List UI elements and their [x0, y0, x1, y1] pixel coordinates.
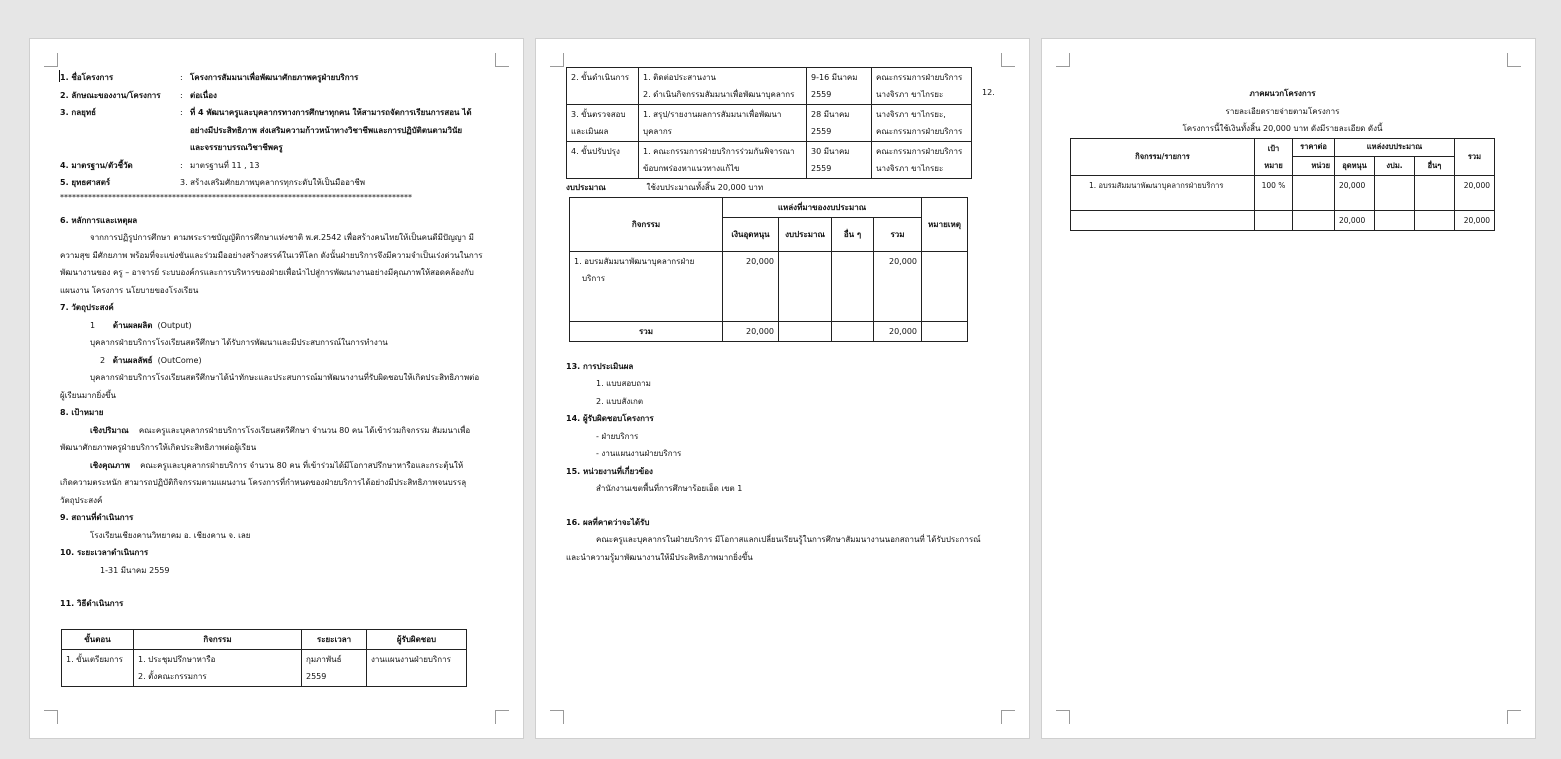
section-heading: 6. หลักการและเหตุผล [60, 215, 138, 225]
paragraph: สำนักงานเขตพื้นที่การศึกษาร้อยเอ็ด เขต 1 [596, 484, 743, 493]
list-item: - งานแผนงานฝ่ายบริการ [596, 449, 682, 458]
field-value: มาตรฐานที่ 11 , 13 [190, 160, 260, 170]
page-2-content[interactable] [566, 67, 999, 566]
table-header: อุดหนุน [1335, 157, 1375, 176]
table-header: เงินอุดหนุน [723, 217, 779, 251]
project-name-row: 1. ชื่อโครงการ : โครงการสัมมนาเพื่อพัฒนาศักยภาพครูฝ่ายบริการ [60, 69, 493, 87]
crop-mark [1507, 710, 1521, 724]
crop-mark [1001, 53, 1015, 67]
table-header: กิจกรรม [134, 629, 302, 649]
table-header: อื่นๆ [1415, 157, 1455, 176]
crop-mark [44, 710, 58, 724]
expense-table [1070, 138, 1495, 231]
table-header: ราคาต่อ [1293, 138, 1335, 157]
field-label: 4. มาตรฐาน/ตัวชี้วัด [60, 160, 133, 170]
paragraph: เกิดความตระหนัก สามารถปฏิบัติกิจกรรมตามแผนงาน โครงการที่กำหนดของฝ่ายบริการได้อย่างมีประสิทธิภาพจนบรรลุ [60, 478, 467, 487]
paragraph: โรงเรียนเชียงคานวิทยาคม อ. เชียงคาน จ. เลย [90, 530, 251, 540]
crop-mark [1056, 710, 1070, 724]
page-1-content[interactable] [60, 69, 493, 687]
paragraph: ความสุข มีศักยภาพ พร้อมที่จะแข่งขันและร่วมมืออย่างสร้างสรรค์ในเวทีโลก ดังนั้นฝ่ายบริการจึงมีความจำเป็นเร่งด่วนในการ [60, 250, 483, 260]
table-header: งปม. [1375, 157, 1415, 176]
paragraph: และนำความรู้มาพัฒนางานให้มีประสิทธิภาพมากยิ่งขึ้น [566, 552, 753, 562]
budget-line: งบประมาณ ใช้งบประมาณทั้งสิ้น 20,000 บาท [566, 183, 764, 192]
field-label: 1. ชื่อโครงการ [60, 73, 114, 82]
section-heading: 7. วัตถุประสงค์ [60, 303, 114, 312]
appendix-budget-line: โครงการนี้ใช้เงินทั้งสิ้น 20,000 บาท ดังมีรายละเอียด ดังนี้ [1182, 124, 1383, 133]
table-row: 3. ขั้นตรวจสอบ และเมินผล 1. สรุป/รายงานผลการสัมมนาเพื่อพัฒนา บุคลากร 28 มีนาคม 2559 นางจิรภา ขาไกรยะ, คณะกรรมการฝ่ายบริการ [567, 105, 972, 142]
table-row: รวม 20,000 20,000 [570, 321, 968, 341]
field-value: ต่อเนื่อง [190, 90, 217, 100]
field-value: ที่ 4 พัฒนาครูและบุคลากรทางการศึกษาทุกคน ให้สามารถจัดการเรียนการสอน ได้ [190, 108, 472, 117]
paragraph: บุคลากรฝ่ายบริการโรงเรียนสตรีศึกษาได้นำทักษะและประสบการณ์มาพัฒนางานที่รับผิดชอบให้เกิดประสิทธิภาพต่อ [90, 373, 480, 382]
table-header: หมายเหตุ [922, 197, 968, 251]
tactic-row [60, 174, 493, 192]
strategy-row: 3. กลยุทธ์ : ที่ 4 พัฒนาครูและบุคลากรทางการศึกษาทุกคน ให้สามารถจัดการเรียนการสอน ได้ [60, 104, 493, 122]
field-value: โครงการสัมมนาเพื่อพัฒนาศักยภาพครูฝ่ายบริการ [190, 73, 359, 82]
table-row: 1. อบรมสัมมนาพัฒนาบุคลากรฝ่าย บริการ 20,000 20,000 [570, 251, 968, 321]
table-row: 1. อบรมสัมมนาพัฒนาบุคลากรฝ่ายบริการ 100 % 20,000 20,000 [1071, 175, 1495, 210]
paragraph: วัตถุประสงค์ [60, 495, 103, 505]
appendix-title: ภาคผนวกโครงการ [1249, 89, 1316, 98]
paragraph: คณะครูและบุคลากรในฝ่ายบริการ มีโอกาสแลกเปลี่ยนเรียนรู้ในการศึกษาสัมมนางานนอกสถานที่ ได้รับประการณ์ [596, 535, 981, 544]
table-row: 1. ขั้นเตรียมการ 1. ประชุมปรึกษาหารือ 2. ตั้งคณะกรรมการ กุมภาพันธ์ 2559 งานแผนงานฝ่ายบริการ [62, 649, 467, 686]
procedure-table [61, 629, 467, 687]
nature-row: 2. ลักษณะของงาน/โครงการ : ต่อเนื่อง [60, 87, 493, 105]
list-item: 1. แบบสอบถาม [596, 379, 651, 388]
standard-row: 4. มาตรฐาน/ตัวชี้วัด : มาตรฐานที่ 11 , 13 [60, 157, 493, 175]
table-header: แหล่งที่มาของงบประมาณ [723, 197, 922, 217]
crop-mark [495, 53, 509, 67]
paragraph: เชิงปริมาณ คณะครูและบุคลากรฝ่ายบริการโรงเรียนสตรีศึกษา จำนวน 80 คน ได้เข้าร่วมกิจกรรม สัมมนาเพื่อ [90, 425, 471, 435]
table-row: 4. ขั้นปรับปรุง 1. คณะกรรมการฝ่ายบริการร่วมกันพิจารณา ข้อบกพร่องหาแนวทางแก้ไข 30 มีนาคม 2559 คณะกรรมการฝ่ายบริการ นางจิรภา ขาไกรยะ [567, 142, 972, 179]
paragraph: พัฒนาศักยภาพครูฝ่ายบริการให้เกิดประสิทธิภาพต่อผู้เรียน [60, 443, 257, 452]
section-heading: 14. ผู้รับผิดชอบโครงการ [566, 414, 654, 423]
field-value: 3. สร้างเสริมศักยภาพบุคลากรทุกระดับให้เป็นมืออาชีพ [180, 178, 366, 187]
crop-mark [1001, 710, 1015, 724]
section-heading: 13. การประเมินผล [566, 361, 634, 371]
field-label: 5. ยุทธศาสตร์ [60, 178, 111, 187]
paragraph: เชิงคุณภาพ คณะครูและบุคลากรฝ่ายบริการ จำนวน 80 คน ที่เข้าร่วมได้มีโอกาสปรึกษาหารือและกระตุ้นให้ [90, 460, 464, 470]
crop-mark [44, 53, 58, 67]
document-page-1 [29, 38, 524, 739]
paragraph: บุคลากรฝ่ายบริการโรงเรียนสตรีศึกษา ได้รับการพัฒนาและมีประสบการณ์ในการทำงาน [90, 338, 388, 347]
section-heading: 8. เป้าหมาย [60, 408, 104, 417]
table-header: ระยะเวลา [302, 629, 367, 649]
table-header: งบประมาณ [779, 217, 832, 251]
paragraph: ผู้เรียนมากยิ่งขึ้น [60, 390, 117, 400]
crop-mark [1507, 53, 1521, 67]
table-row: 20,000 20,000 [1071, 210, 1495, 230]
appendix-subtitle: รายละเอียดรายจ่ายตามโครงการ [1225, 106, 1340, 116]
paragraph: จากการปฏิรูปการศึกษา ตามพระราชบัญญัติการศึกษาแห่งชาติ พ.ศ.2542 เพื่อสร้างคนไทยให้เป็นคนดีมีปัญญา มี [90, 233, 474, 242]
budget-table [569, 197, 968, 342]
divider-line: **************************************************************************************** [60, 192, 412, 202]
table-header: หน่วย [1293, 157, 1335, 176]
objective-item: 2 ด้านผลลัพธ์ (OutCome) [100, 355, 202, 365]
page-3-content[interactable] [1070, 85, 1495, 231]
table-header: รวม [874, 217, 922, 251]
section-heading: 9. สถานที่ดำเนินการ [60, 513, 134, 522]
table-header: รวม [1455, 138, 1495, 175]
section-heading: 10. ระยะเวลาดำเนินการ [60, 548, 149, 557]
document-page-2 [535, 38, 1030, 739]
field-label: 2. ลักษณะของงาน/โครงการ [60, 90, 161, 100]
crop-mark [1056, 53, 1070, 67]
crop-mark [495, 710, 509, 724]
section-heading: 11. วิธีดำเนินการ [60, 599, 124, 608]
list-item: - ฝ่ายบริการ [596, 431, 639, 441]
crop-mark [550, 53, 564, 67]
document-page-3 [1041, 38, 1536, 739]
procedure-table-continued [566, 67, 972, 179]
table-header: อื่น ๆ [832, 217, 874, 251]
objective-item: 1 ด้านผลผลิต (Output) [90, 320, 192, 330]
table-header: กิจกรรม [570, 197, 723, 251]
list-item: 2. แบบสังเกต [596, 396, 644, 406]
table-header: กิจกรรม/รายการ [1071, 138, 1255, 175]
table-header: ผู้รับผิดชอบ [367, 629, 467, 649]
paragraph: 1-31 มีนาคม 2559 [100, 565, 170, 575]
section-number: 12. [982, 88, 995, 97]
table-header: เป้าหมาย [1255, 138, 1293, 175]
section-heading: 16. ผลที่คาดว่าจะได้รับ [566, 517, 650, 527]
field-value: อย่างมีประสิทธิภาพ ส่งเสริมความก้าวหน้าทางวิชาชีพและการปฏิบัติตนตามวินัย [190, 125, 463, 135]
section-heading: 15. หน่วยงานที่เกี่ยวข้อง [566, 466, 653, 476]
paragraph: พัฒนางานของ ครู – อาจารย์ ระบบองค์กรและการบริหารของฝ่ายเพื่อนำไปสู่การพัฒนางานอย่างมีคุณภาพให้สอดคล้องกับ [60, 268, 474, 277]
paragraph: แผนงาน โครงการ นโยบายของโรงเรียน [60, 285, 199, 295]
field-label: 3. กลยุทธ์ [60, 108, 96, 117]
crop-mark [550, 710, 564, 724]
table-header: ขั้นตอน [62, 629, 134, 649]
table-header: แหล่งงบประมาณ [1335, 138, 1455, 157]
field-value: และจรรยาบรรณวิชาชีพครู [190, 143, 283, 152]
table-row: 2. ขั้นดำเนินการ 1. ติดต่อประสานงาน 2. ดำเนินกิจกรรมสัมมนาเพื่อพัฒนาบุคลากร 9-16 มีนาคม 2559 คณะกรรมการฝ่ายบริการ นางจิรภา ขาไกรยะ [567, 68, 972, 105]
